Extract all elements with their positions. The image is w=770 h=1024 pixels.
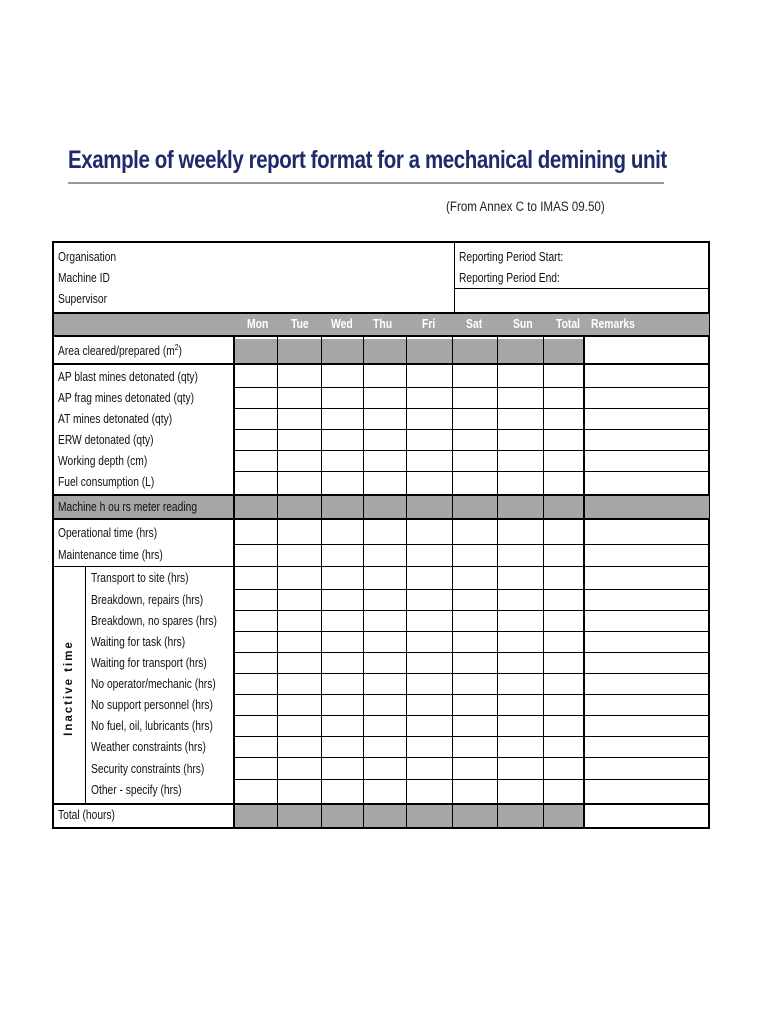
row-divider (235, 387, 709, 388)
inactive-row-label: No operator/mechanic (hrs) (91, 677, 216, 691)
row-divider (235, 544, 709, 545)
machine-hours-label: Machine h ou rs meter reading (58, 500, 198, 514)
inactive-row-label: Waiting for transport (hrs) (91, 656, 207, 670)
inactive-time-label: Inactive time (63, 640, 75, 736)
inactive-divider (85, 566, 86, 804)
col-tue: Tue (291, 316, 309, 331)
col-fri: Fri (422, 316, 436, 331)
subtitle: (From Annex C to IMAS 09.50) (446, 199, 605, 214)
inactive-row-label: Breakdown, no spares (hrs) (91, 614, 217, 628)
column-divider (363, 337, 364, 827)
row-divider (235, 757, 709, 758)
organisation-field: Organisation (58, 250, 117, 264)
operational-time-label: Operational time (hrs) (58, 526, 158, 540)
column-divider (321, 337, 322, 827)
row-label: AP blast mines detonated (qty) (58, 370, 198, 384)
col-thu: Thu (373, 316, 393, 331)
column-divider (543, 337, 544, 827)
area-cleared-label: Area cleared/prepared $(m^2)$ (58, 343, 182, 359)
inactive-row-label: No support personnel (hrs) (91, 698, 213, 712)
row-divider (235, 694, 709, 695)
inactive-row-label: Transport to site (hrs) (91, 571, 189, 585)
info-divider (454, 243, 455, 313)
column-divider (583, 337, 585, 827)
row-divider (235, 450, 709, 451)
row-divider (235, 631, 709, 632)
supervisor-field: Supervisor (58, 292, 107, 306)
title-underline (68, 182, 664, 184)
inactive-row-label: Weather constraints (hrs) (91, 740, 206, 754)
column-divider (497, 337, 498, 827)
row-label: AT mines detonated (qty) (58, 412, 173, 426)
col-remarks: Remarks (591, 316, 635, 331)
col-mon: Mon (247, 316, 269, 331)
period-start-field: Reporting Period Start: (459, 250, 564, 264)
row-divider (235, 673, 709, 674)
row-divider (54, 803, 709, 805)
column-divider (406, 337, 407, 827)
column-divider (233, 337, 235, 827)
row-divider (235, 471, 709, 472)
inactive-row-label: Security constraints (hrs) (91, 762, 205, 776)
row-divider (235, 610, 709, 611)
row-divider (235, 589, 709, 590)
inactive-row-label: Waiting for task (hrs) (91, 635, 186, 649)
period-end-field: Reporting Period End: (459, 271, 560, 285)
row-label: AP frag mines detonated (qty) (58, 391, 194, 405)
info-divider (454, 288, 709, 289)
row-divider (235, 429, 709, 430)
row-label: Fuel consumption (L) (58, 475, 155, 489)
row-divider (235, 715, 709, 716)
row-divider (235, 408, 709, 409)
maintenance-time-label: Maintenance time (hrs) (58, 548, 163, 562)
total-row-shading (235, 804, 584, 827)
inactive-row-label: Breakdown, repairs (hrs) (91, 593, 204, 607)
row-divider (235, 779, 709, 780)
page-title: Example of weekly report format for a mechanical demining unit (68, 146, 667, 174)
row-divider (235, 652, 709, 653)
col-sun: Sun (513, 316, 533, 331)
area-row-shading (235, 339, 584, 363)
column-divider (452, 337, 453, 827)
row-label: ERW detonated (qty) (58, 433, 154, 447)
col-wed: Wed (331, 316, 353, 331)
col-sat: Sat (466, 316, 483, 331)
col-total: Total (556, 316, 581, 331)
machine-id-field: Machine ID (58, 271, 110, 285)
row-divider (235, 736, 709, 737)
total-hours-label: Total (hours) (58, 808, 115, 822)
column-divider (277, 337, 278, 827)
row-divider (54, 363, 709, 365)
inactive-row-label: Other - specify (hrs) (91, 783, 182, 797)
inactive-row-label: No fuel, oil, lubricants (hrs) (91, 719, 213, 733)
row-divider (54, 566, 709, 567)
row-label: Working depth (cm) (58, 454, 148, 468)
